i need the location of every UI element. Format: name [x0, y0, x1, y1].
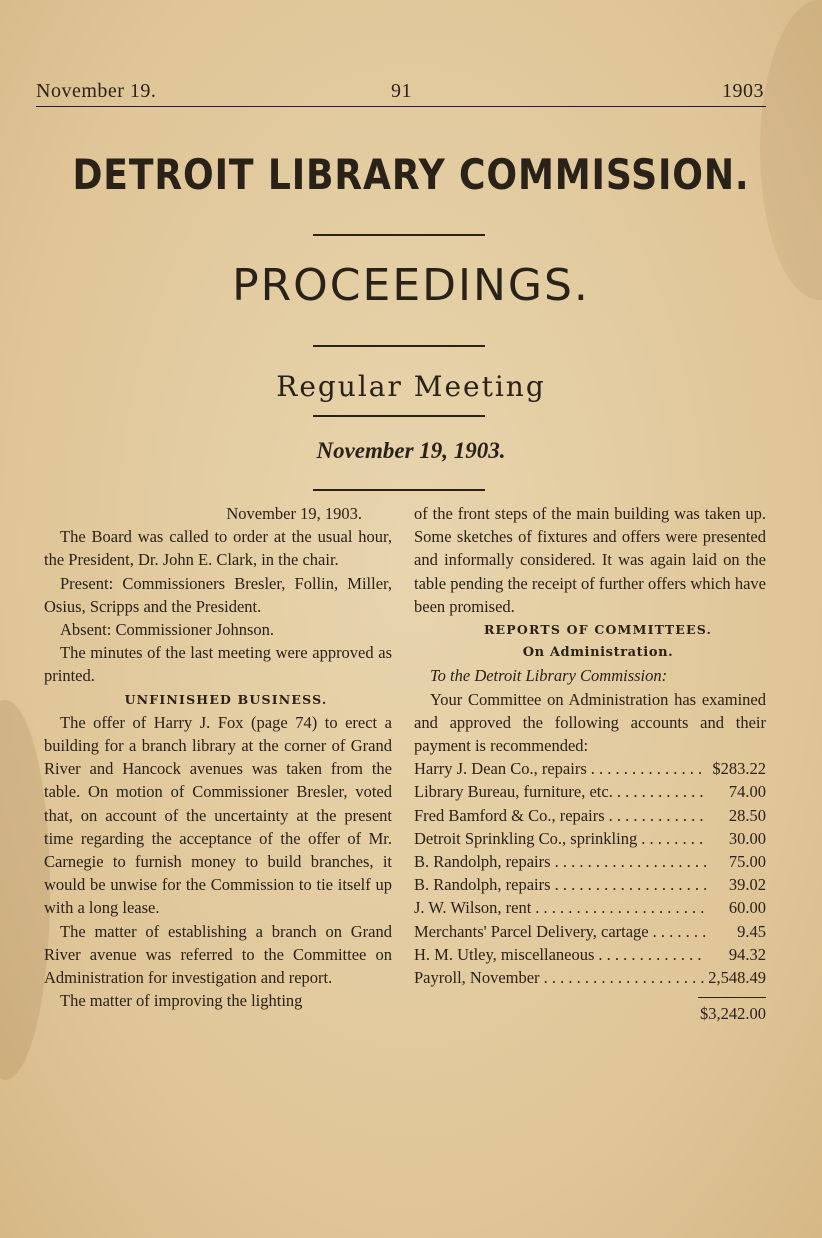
paragraph-present: Present: Commissioners Bresler, Follin, Miller, Osius, Scripps and the President. — [44, 573, 392, 616]
accounts-total: $3,242.00 — [700, 1004, 766, 1024]
divider — [313, 345, 485, 347]
page-title: PROCEEDINGS. — [232, 260, 590, 311]
account-name: H. M. Utley, miscellaneous — [414, 944, 595, 964]
account-name: Library Bureau, furniture, etc. — [414, 782, 613, 802]
account-name: Harry J. Dean Co., repairs — [414, 759, 587, 779]
account-amount: $283.22 — [712, 759, 766, 779]
account-row — [414, 966, 766, 989]
account-amount: 2,548.49 — [708, 968, 766, 988]
account-row — [414, 827, 766, 850]
account-row — [414, 757, 766, 780]
account-row — [414, 780, 766, 803]
salutation: To the Detroit Library Commission: — [430, 666, 668, 686]
running-head-date: November 19. — [36, 80, 157, 102]
paragraph-absent: Absent: Commissioner Johnson. — [60, 620, 275, 640]
account-row — [414, 850, 766, 873]
paragraph-committee: Your Committee on Administration has examined and approved the following accounts and their payment is recommended: — [414, 689, 766, 756]
page-number: 91 — [391, 80, 412, 102]
account-name: Fred Bamford & Co., repairs — [414, 805, 605, 825]
section-heading-reports: REPORTS OF COMMITTEES. — [483, 622, 713, 638]
account-row — [414, 920, 766, 943]
running-head-year: 1903 — [722, 80, 764, 102]
account-row — [414, 804, 766, 827]
divider — [313, 234, 485, 236]
section-heading-unfinished: UNFINISHED BUSINESS. — [124, 691, 328, 707]
account-amount: 75.00 — [728, 852, 766, 872]
account-amount: 30.00 — [728, 828, 766, 848]
paragraph-branch: The matter of establishing a branch on Grand River avenue was referred to the Committee on Administration for investigation and report. — [44, 921, 392, 988]
divider — [313, 415, 485, 417]
account-amount: 28.50 — [728, 805, 766, 825]
paragraph-lighting-end: of the front steps of the main building was taken up. Some sketches of fixtures and offers were presented and informally considered. It was again laid on the table pending the receipt of further offers which have been promised. — [414, 504, 766, 616]
account-amount: 60.00 — [728, 898, 766, 918]
divider — [313, 489, 485, 491]
dateline: November 19, 1903. — [226, 504, 362, 523]
edge-stain — [0, 700, 50, 1080]
paragraph-minutes: The minutes of the last meeting were approved as printed. — [44, 643, 392, 686]
paragraph-call-to-order: The Board was called to order at the usual hour, the President, Dr. John E. Clark, in the chair. — [44, 527, 392, 570]
account-amount: 94.32 — [728, 944, 766, 964]
account-name: J. W. Wilson, rent — [414, 898, 532, 918]
account-name: Detroit Sprinkling Co., sprinkling — [414, 828, 638, 848]
accounts-list — [414, 757, 766, 989]
running-head — [36, 80, 766, 107]
account-name: Payroll, November — [414, 968, 540, 988]
total-rule — [698, 997, 766, 998]
account-name: Merchants' Parcel Delivery, cartage — [414, 921, 649, 941]
left-column — [44, 502, 392, 1012]
account-amount: 9.45 — [737, 921, 766, 941]
subheading-administration: On Administration. — [522, 645, 674, 661]
right-column — [414, 502, 766, 1025]
meeting-date: November 19, 1903. — [316, 438, 506, 463]
account-amount: 74.00 — [728, 782, 766, 802]
edge-stain — [760, 0, 822, 300]
account-name: B. Randolph, repairs — [414, 852, 551, 872]
account-name: B. Randolph, repairs — [414, 875, 551, 895]
account-amount: 39.02 — [728, 875, 766, 895]
paragraph-lighting-start: The matter of improving the lighting — [60, 991, 303, 1011]
account-row — [414, 873, 766, 896]
meeting-type: Regular Meeting — [276, 370, 546, 403]
account-row — [414, 943, 766, 966]
account-row — [414, 896, 766, 919]
paragraph-fox-offer: The offer of Harry J. Fox (page 74) to erect a building for a branch library at the corner of Grand River and Hancock avenues was taken from the table. On motion of Commissioner Bresler, voted that, on account of the uncertainty at the present time regarding the acceptance of the offer of Mr. Carnegie to furnish money to build branches, it would be unwise for the Commission to tie itself up with a long lease. — [44, 712, 392, 918]
masthead: DETROIT LIBRARY COMMISSION. — [72, 150, 750, 199]
